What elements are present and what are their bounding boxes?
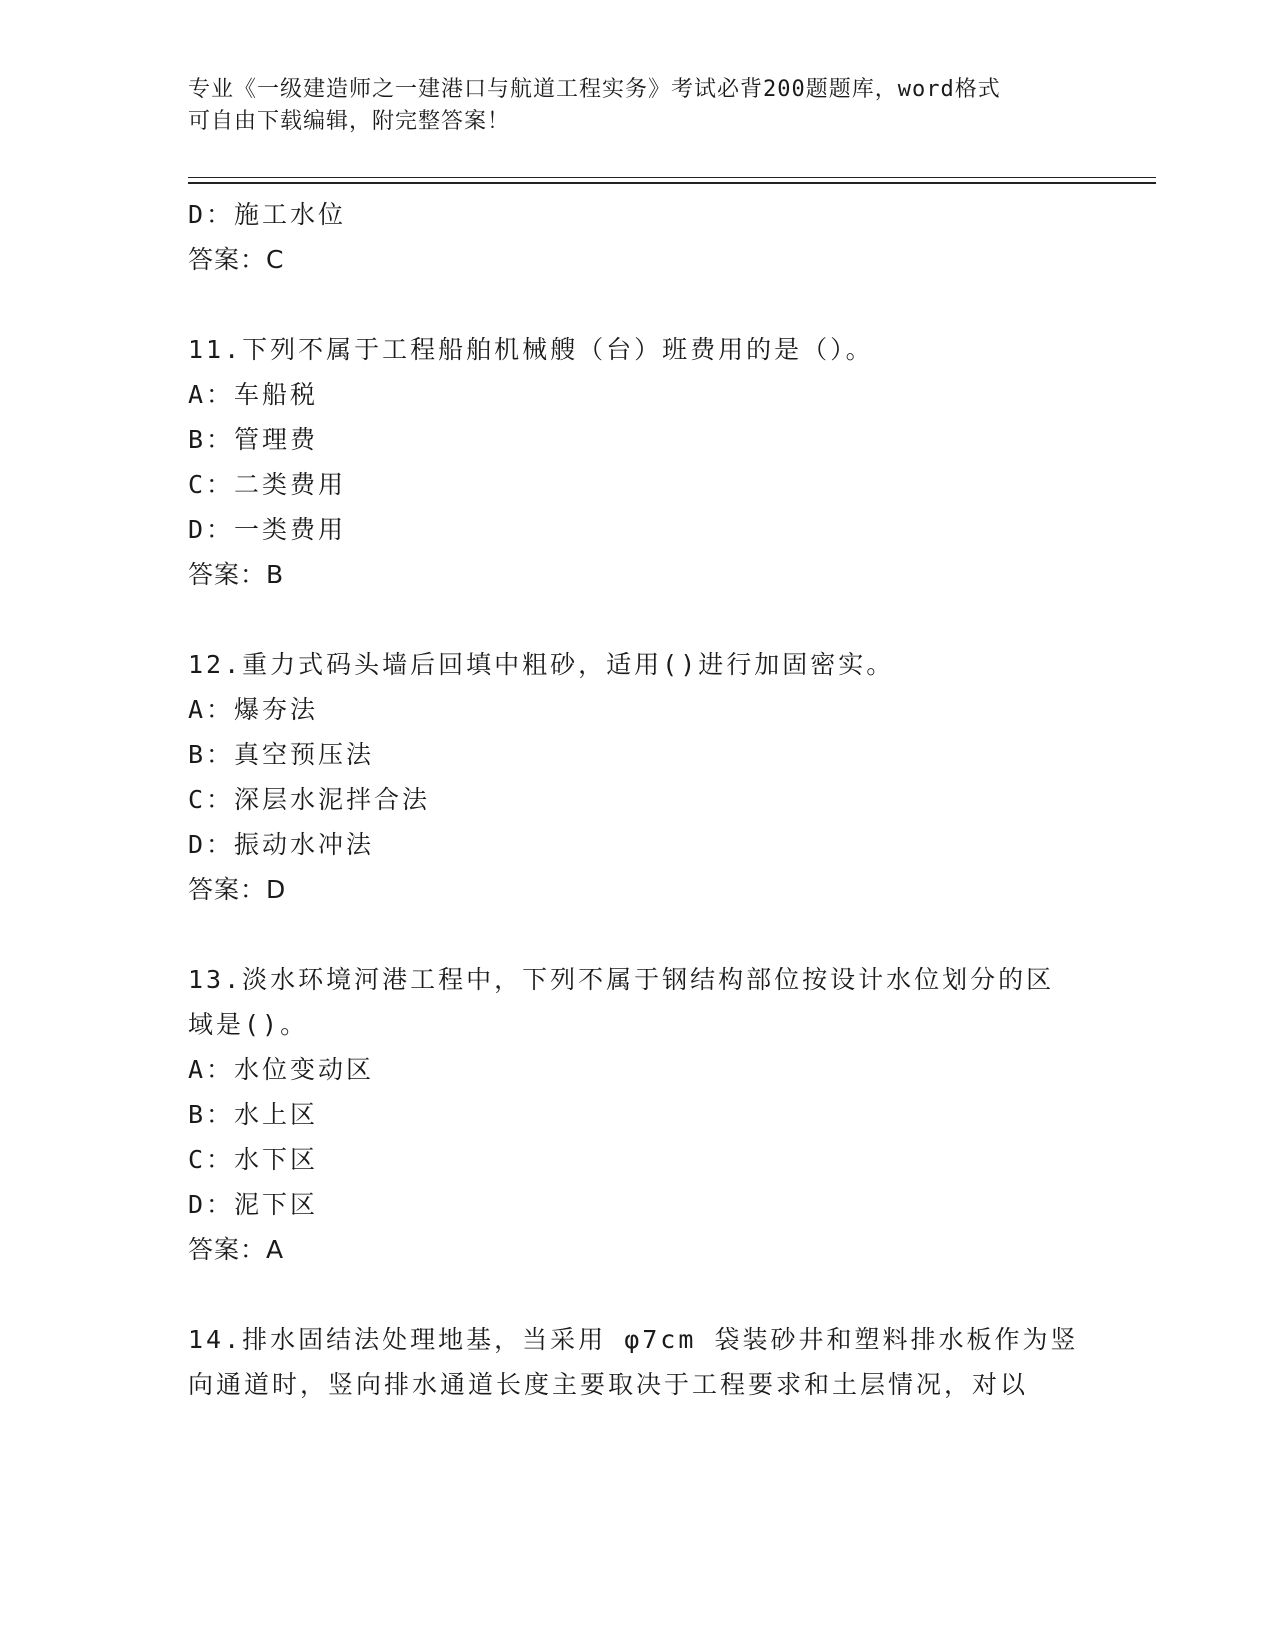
option-d: D：振动水冲法 xyxy=(188,830,375,859)
option-a: A：车船税 xyxy=(188,380,319,409)
header-line-2: 可自由下载编辑，附完整答案！ xyxy=(188,109,511,134)
question-stem: 12.重力式码头墙后回填中粗砂，适用()进行加固密实。 xyxy=(188,650,895,679)
answer: 答案：D xyxy=(188,875,287,904)
question-11 xyxy=(188,327,1088,597)
question-12 xyxy=(188,642,1088,912)
option-d: D：泥下区 xyxy=(188,1190,319,1219)
option-b: B：管理费 xyxy=(188,425,319,454)
question-14 xyxy=(188,1317,1088,1407)
option-d: D：一类费用 xyxy=(188,515,347,544)
document-header xyxy=(188,74,1068,138)
option-c: C：深层水泥拌合法 xyxy=(188,785,431,814)
spacer xyxy=(188,282,1088,327)
option-b: B：水上区 xyxy=(188,1100,319,1129)
spacer xyxy=(188,912,1088,957)
answer: 答案：A xyxy=(188,1235,285,1264)
answer: 答案：B xyxy=(188,560,285,589)
question-stem-line-1: 13.淡水环境河港工程中，下列不属于钢结构部位按设计水位划分的区 xyxy=(188,965,1055,994)
question-stem-line-1: 14.排水固结法处理地基，当采用 φ7cm 袋装砂井和塑料排水板作为竖 xyxy=(188,1325,1079,1354)
question-13 xyxy=(188,957,1088,1272)
spacer xyxy=(188,1272,1088,1317)
option-a: A：爆夯法 xyxy=(188,695,319,724)
spacer xyxy=(188,597,1088,642)
option-b: B：真空预压法 xyxy=(188,740,375,769)
question-stem-line-2: 向通道时，竖向排水通道长度主要取决于工程要求和土层情况，对以 xyxy=(188,1370,1029,1399)
header-line-1: 专业《一级建造师之一建港口与航道工程实务》考试必背200题题库，word格式 xyxy=(188,77,1001,102)
question-stem-line-2: 域是()。 xyxy=(188,1010,309,1039)
prev-option-d: D：施工水位 xyxy=(188,200,347,229)
header-rule-thin xyxy=(188,177,1156,178)
header-rule-thick xyxy=(188,182,1156,184)
question-content xyxy=(188,192,1088,1407)
option-c: C：水下区 xyxy=(188,1145,319,1174)
prev-answer: 答案：C xyxy=(188,245,285,274)
option-a: A：水位变动区 xyxy=(188,1055,375,1084)
question-stem: 11.下列不属于工程船舶机械艘（台）班费用的是（）。 xyxy=(188,335,874,364)
option-c: C：二类费用 xyxy=(188,470,347,499)
